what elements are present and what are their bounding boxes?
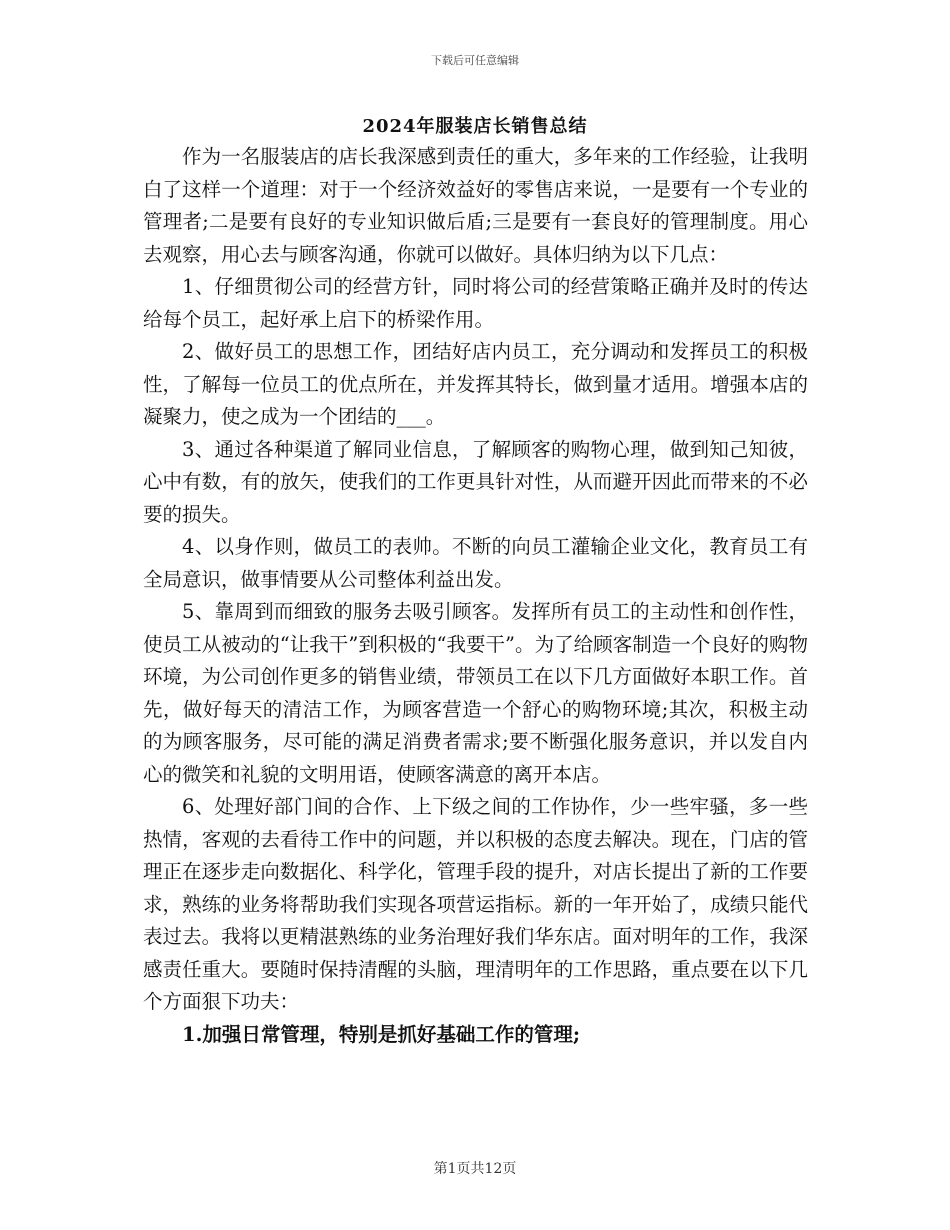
paragraph-item-1: 1、仔细贯彻公司的经营方针，同时将公司的经营策略正确并及时的传达给每个员工，起好承上启下的桥梁作用。 bbox=[143, 275, 808, 331]
paragraph-item-4: 4、以身作则，做员工的表帅。不断的向员工灌输企业文化，教育员工有全局意识，做事情要从公司整体利益出发。 bbox=[143, 535, 808, 591]
paragraph-item-5: 5、靠周到而细致的服务去吸引顾客。发挥所有员工的主动性和创作性，使员工从被动的“让我干”到积极的“我要干”。为了给顾客制造一个良好的购物环境，为公司创作更多的销售业绩，带领员工在以下几方面做好本职工作。首先，做好每天的清洁工作，为顾客营造一个舒心的购物环境;其次，积极主动的为顾客服务，尽可能的满足消费者需求;要不断强化服务意识，并以发自内心的微笑和礼貌的文明用语，使顾客满意的离开本店。 bbox=[143, 600, 808, 786]
page-number-footer: 第1页共12页 bbox=[433, 1161, 517, 1177]
paragraph-item-2: 2、做好员工的思想工作，团结好店内员工，充分调动和发挥员工的积极性，了解每一位员工的优点所在，并发挥其特长，做到量才适用。增强本店的凝聚力，使之成为一个团结的___。 bbox=[143, 340, 808, 428]
paragraph-item-3: 3、通过各种渠道了解同业信息，了解顾客的购物心理，做到知己知彼，心中有数，有的放矢，使我们的工作更具针对性，从而避开因此而带来的不必要的损失。 bbox=[143, 437, 808, 526]
section-heading-daily-management: 1.加强日常管理，特别是抓好基础工作的管理; bbox=[182, 1022, 581, 1046]
document-title: 2024年服装店长销售总结 bbox=[362, 116, 588, 137]
paragraph-item-6: 6、处理好部门间的合作、上下级之间的工作协作，少一些牢骚，多一些热情，客观的去看待工作中的问题，并以积极的态度去解决。现在，门店的管理正在逐步走向数据化、科学化，管理手段的提升，对店长提出了新的工作要求，熟练的业务将帮助我们实现各项营运指标。新的一年开始了，成绩只能代表过去。我将以更精湛熟练的业务治理好我们华东店。面对明年的工作，我深感责任重大。要随时保持清醒的头脑，理清明年的工作思路，重点要在以下几个方面狠下功夫： bbox=[143, 795, 808, 1013]
document-body bbox=[143, 141, 808, 1051]
paragraph-intro: 作为一名服装店的店长我深感到责任的重大，多年来的工作经验，让我明白了这样一个道理：对于一个经济效益好的零售店来说，一是要有一个专业的管理者;二是要有良好的专业知识做后盾;三是要有一套良好的管理制度。用心去观察，用心去与顾客沟通，你就可以做好。具体归纳为以下几点： bbox=[143, 145, 808, 266]
page-header-note: 下载后可任意编辑 bbox=[431, 54, 519, 67]
